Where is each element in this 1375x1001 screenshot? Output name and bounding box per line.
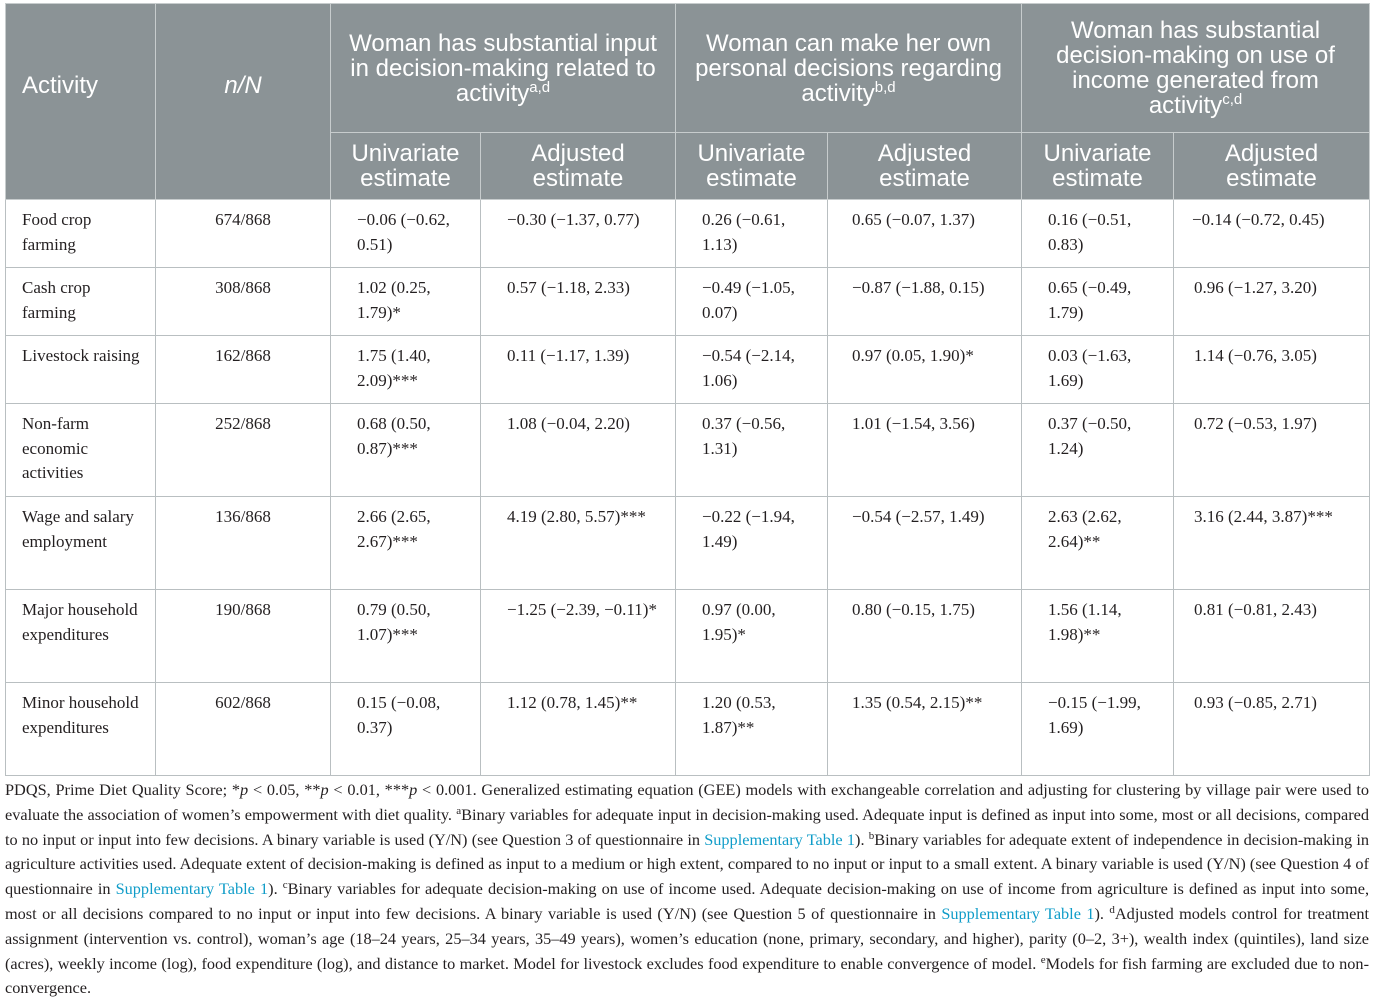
cell-value: 0.97 (0.00, 1.95)* xyxy=(676,590,828,683)
cell-value: −0.30 (−1.37, 0.77) xyxy=(481,200,676,268)
cell-value: 0.80 (−0.15, 1.75) xyxy=(828,590,1022,683)
table-row xyxy=(6,404,1370,497)
cell-activity: Non-farm economic activities xyxy=(6,404,156,497)
cell-value: 1.56 (1.14, 1.98)** xyxy=(1022,590,1174,683)
header-adjusted: Adjusted estimate xyxy=(481,133,676,200)
cell-value: 1.20 (0.53, 1.87)** xyxy=(676,683,828,776)
cell-value: 0.65 (−0.07, 1.37) xyxy=(828,200,1022,268)
table-row xyxy=(6,200,1370,268)
cell-value: −0.54 (−2.57, 1.49) xyxy=(828,497,1022,590)
table-row xyxy=(6,590,1370,683)
cell-value: 0.81 (−0.81, 2.43) xyxy=(1174,590,1370,683)
cell-value: 4.19 (2.80, 5.57)*** xyxy=(481,497,676,590)
cell-value: 0.79 (0.50, 1.07)*** xyxy=(331,590,481,683)
cell-value: 2.66 (2.65, 2.67)*** xyxy=(331,497,481,590)
cell-value: 1.08 (−0.04, 2.20) xyxy=(481,404,676,497)
supplementary-table-link[interactable]: Supplementary Table 1 xyxy=(704,829,856,849)
cell-value: 0.11 (−1.17, 1.39) xyxy=(481,336,676,404)
cell-activity: Cash crop farming xyxy=(6,268,156,336)
cell-value: 1.01 (−1.54, 3.56) xyxy=(828,404,1022,497)
cell-value: −0.49 (−1.05, 0.07) xyxy=(676,268,828,336)
cell-value: 1.14 (−0.76, 3.05) xyxy=(1174,336,1370,404)
cell-value: 1.02 (0.25, 1.79)* xyxy=(331,268,481,336)
table-row xyxy=(6,268,1370,336)
header-adjusted: Adjusted estimate xyxy=(1174,133,1370,200)
cell-value: 1.35 (0.54, 2.15)** xyxy=(828,683,1022,776)
header-group-input: Woman has substantial input in decision-making related to activity$^{a,d}$ xyxy=(331,4,676,133)
cell-value: 0.26 (−0.61, 1.13) xyxy=(676,200,828,268)
cell-value: 3.16 (2.44, 3.87)*** xyxy=(1174,497,1370,590)
cell-value: −0.22 (−1.94, 1.49) xyxy=(676,497,828,590)
cell-value: 1.75 (1.40, 2.09)*** xyxy=(331,336,481,404)
table-footnote: PDQS, Prime Diet Quality Score; *p < 0.05, **p < 0.01, ***p < 0.001. Generalized estimating equation (GEE) models with exchangeable correlation and adjusting for clustering by village pair were used to evaluate the association of women’s empowerment with diet quality. $^a$Binary variables for adequate input in decision-making used. Adequate input is defined as input into some, most or all decisions, compared to no input or input into few decisions. A binary variable is used (Y/N) (see Question 3 of questionnaire in Supplementary Table 1). $^b$Binary variables for adequate extent of independence in decision-making in agriculture activities used. Adequate extent of decision-making is defined as input to a medium or high extent, compared to no input or input to a small extent. A binary variable is used (Y/N) (see Question 4 of questionnaire in Supplementary Table 1). $^c$Binary variables for adequate decision-making on use of income used. Adequate decision-making on use of income from agriculture is defined as input into some, most or all decisions compared to no input or input into few decisions. A binary variable is used (Y/N) (see Question 5 of questionnaire in Supplementary Table 1). $^d$Adjusted models control for treatment assignment (intervention vs. control), woman’s age (18–24 years, 25–34 years, 35–49 years), women’s education (none, primary, secondary, and higher), parity (0–2, 3+), wealth index (quintiles), land size (acres), weekly income (log), food expenditure (log), and distance to market. Model for livestock excludes food expenditure to enable convergence of model. $^e$Models for fish farming are excluded due to non-convergence. xyxy=(5,780,1370,998)
table-row xyxy=(6,497,1370,590)
cell-value: −0.15 (−1.99, 1.69) xyxy=(1022,683,1174,776)
cell-activity: Wage and salary employment xyxy=(6,497,156,590)
cell-value: 0.72 (−0.53, 1.97) xyxy=(1174,404,1370,497)
cell-value: −1.25 (−2.39, −0.11)* xyxy=(481,590,676,683)
cell-activity: Livestock raising xyxy=(6,336,156,404)
cell-activity: Food crop farming xyxy=(6,200,156,268)
cell-value: 1.12 (0.78, 1.45)** xyxy=(481,683,676,776)
header-univariate: Univariate estimate xyxy=(1022,133,1174,200)
cell-value: 0.37 (−0.56, 1.31) xyxy=(676,404,828,497)
table-header xyxy=(6,4,1370,200)
supplementary-table-link[interactable]: Supplementary Table 1 xyxy=(115,879,269,899)
header-univariate: Univariate estimate xyxy=(676,133,828,200)
cell-value: 0.96 (−1.27, 3.20) xyxy=(1174,268,1370,336)
cell-activity: Minor household expenditures xyxy=(6,683,156,776)
cell-value: −0.87 (−1.88, 0.15) xyxy=(828,268,1022,336)
cell-value: 0.03 (−1.63, 1.69) xyxy=(1022,336,1174,404)
header-activity: Activity xyxy=(6,4,156,200)
cell-value: 0.65 (−0.49, 1.79) xyxy=(1022,268,1174,336)
table-row xyxy=(6,336,1370,404)
cell-nn: 162/868 xyxy=(156,336,331,404)
cell-nn: 674/868 xyxy=(156,200,331,268)
cell-value: −0.14 (−0.72, 0.45) xyxy=(1174,200,1370,268)
cell-value: −0.06 (−0.62, 0.51) xyxy=(331,200,481,268)
header-group-personal: Woman can make her own personal decisions regarding activity$^{b,d}$ xyxy=(676,4,1022,133)
cell-value: 0.15 (−0.08, 0.37) xyxy=(331,683,481,776)
header-group-income: Woman has substantial decision-making on use of income generated from activity$^{c,d}$ xyxy=(1022,4,1370,133)
table-body xyxy=(6,200,1370,776)
header-univariate: Univariate estimate xyxy=(331,133,481,200)
cell-value: 0.93 (−0.85, 2.71) xyxy=(1174,683,1370,776)
cell-nn: 252/868 xyxy=(156,404,331,497)
cell-nn: 602/868 xyxy=(156,683,331,776)
cell-nn: 136/868 xyxy=(156,497,331,590)
header-nn: n/N xyxy=(156,4,331,200)
cell-value: −0.54 (−2.14, 1.06) xyxy=(676,336,828,404)
cell-activity: Major household expenditures xyxy=(6,590,156,683)
cell-value: 0.16 (−0.51, 0.83) xyxy=(1022,200,1174,268)
cell-nn: 190/868 xyxy=(156,590,331,683)
header-adjusted: Adjusted estimate xyxy=(828,133,1022,200)
cell-value: 0.97 (0.05, 1.90)* xyxy=(828,336,1022,404)
cell-value: 0.37 (−0.50, 1.24) xyxy=(1022,404,1174,497)
cell-nn: 308/868 xyxy=(156,268,331,336)
cell-value: 0.68 (0.50, 0.87)*** xyxy=(331,404,481,497)
table-row xyxy=(6,683,1370,776)
cell-value: 0.57 (−1.18, 2.33) xyxy=(481,268,676,336)
results-table xyxy=(5,3,1370,776)
supplementary-table-link[interactable]: Supplementary Table 1 xyxy=(941,903,1095,923)
cell-value: 2.63 (2.62, 2.64)** xyxy=(1022,497,1174,590)
